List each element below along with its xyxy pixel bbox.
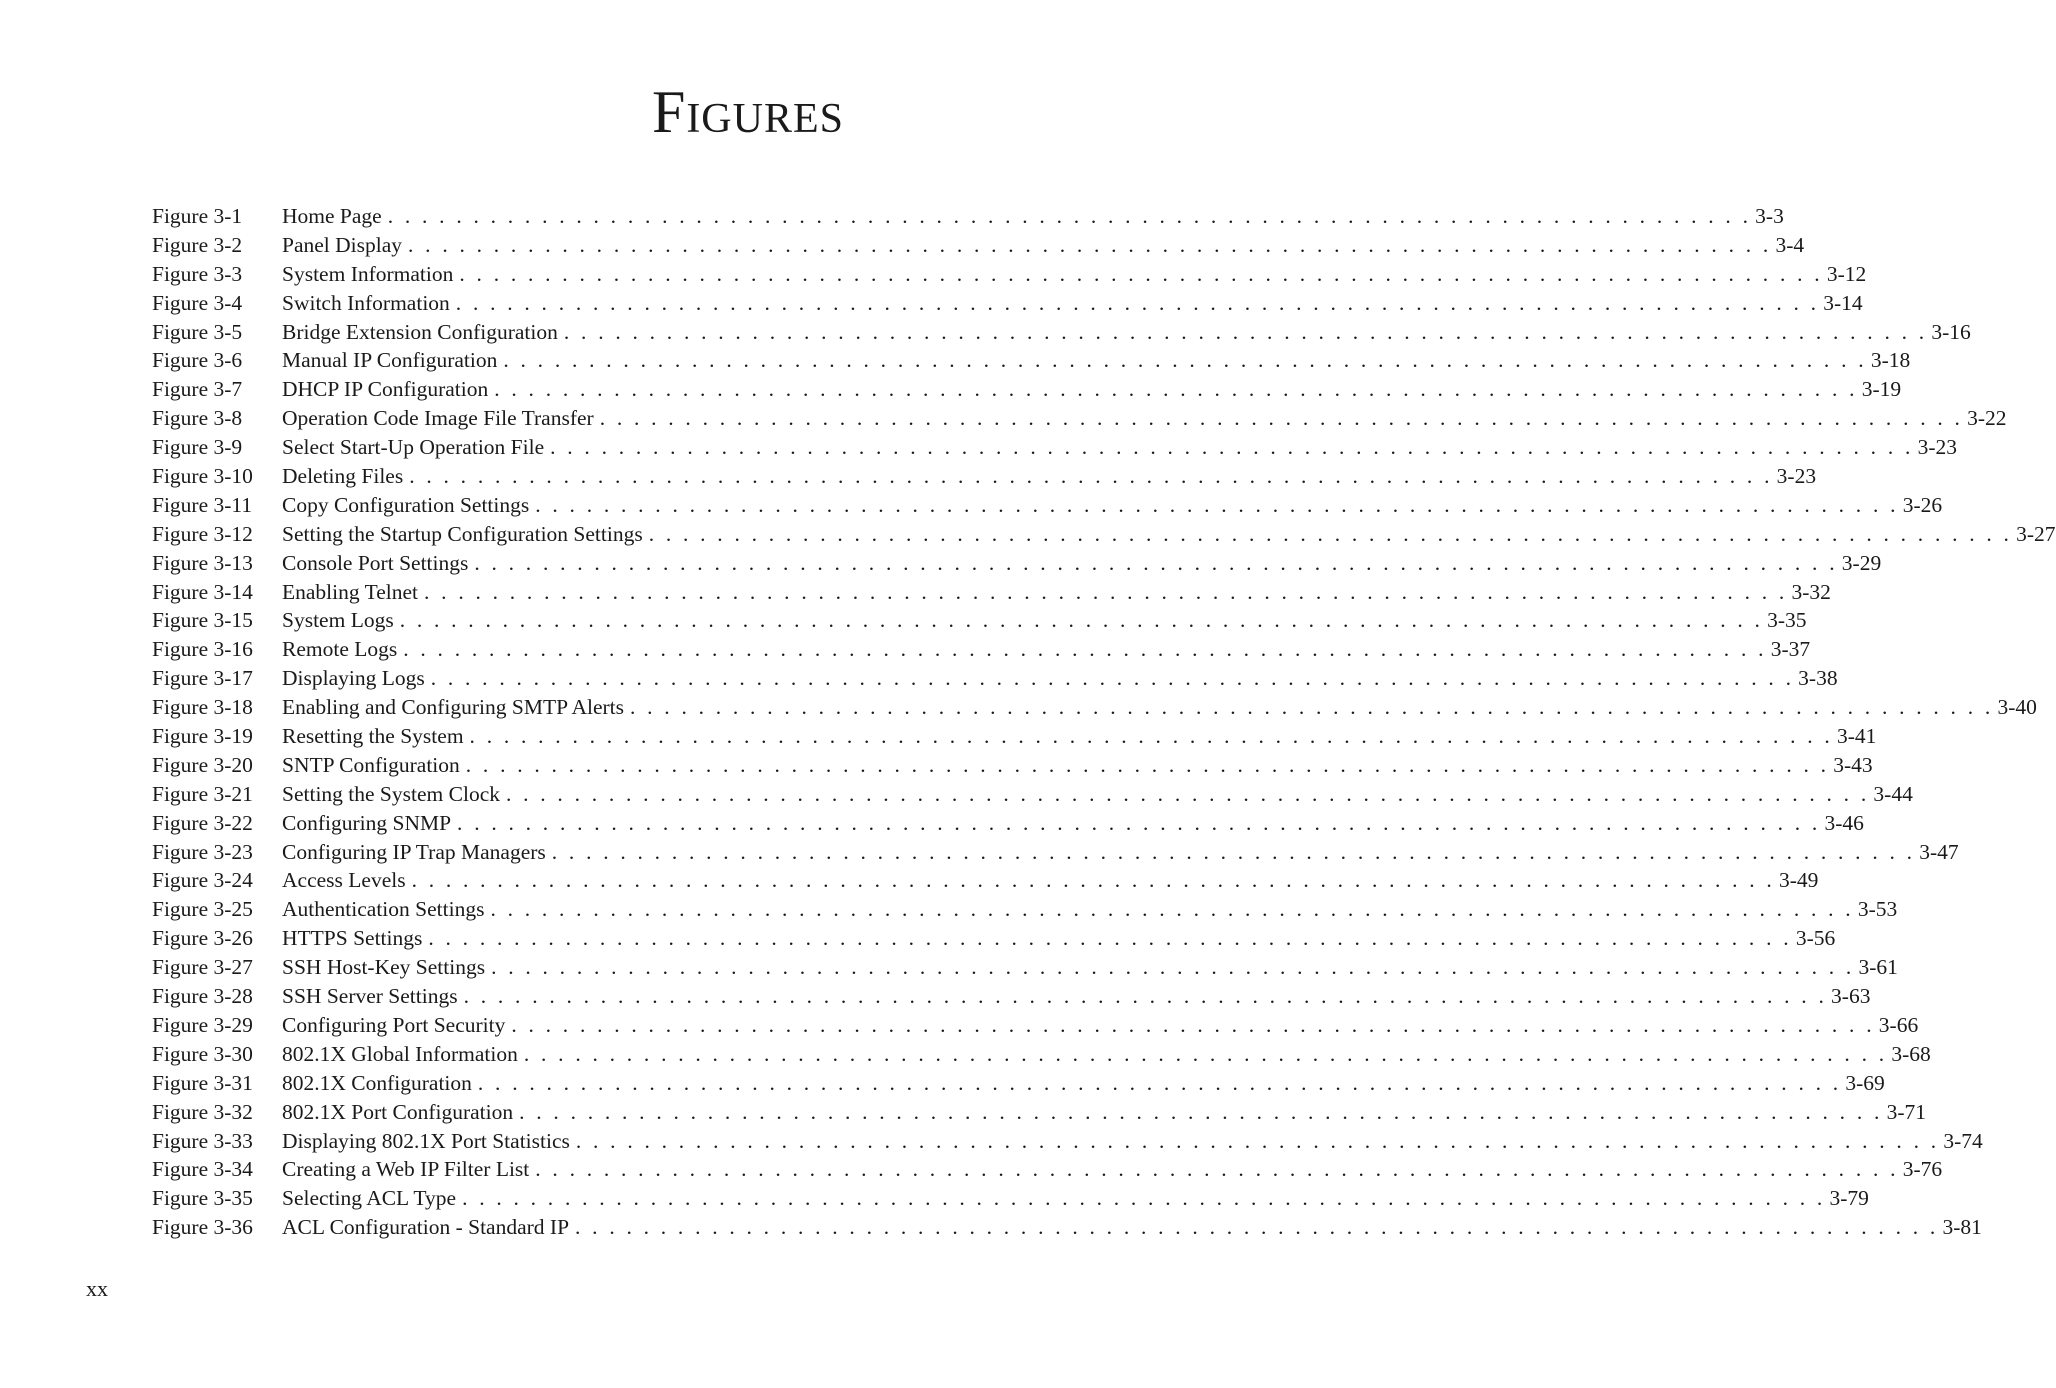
figure-entry[interactable]	[152, 1213, 1982, 1242]
figure-page-number: 3-37	[1770, 637, 1811, 662]
dot-leader: . . . . . . . . . . . . . . . . . . . . . . . . . . . . . . . . . . . . . . . . . . . . . . . . . . . . . . . . . . . . . . . . . . . . . . . . . . . . . . . .	[535, 1157, 1899, 1182]
figure-number: Figure 3-10	[152, 464, 253, 489]
dot-leader: . . . . . . . . . . . . . . . . . . . . . . . . . . . . . . . . . . . . . . . . . . . . . . . . . . . . . . . . . . . . . . . . . . . . . . . . . . . . . . . .	[459, 261, 1823, 286]
dot-leader: . . . . . . . . . . . . . . . . . . . . . . . . . . . . . . . . . . . . . . . . . . . . . . . . . . . . . . . . . . . . . . . . . . . . . . . . . . . . . . . .	[463, 984, 1828, 1009]
figure-entry[interactable]	[152, 751, 1873, 780]
figure-title: HTTPS Settings	[282, 926, 423, 951]
figure-page-number: 3-56	[1795, 926, 1836, 951]
figure-number: Figure 3-26	[152, 926, 253, 951]
figure-title: Setting the Startup Configuration Settings	[282, 521, 643, 546]
figure-entry[interactable]	[152, 953, 1898, 982]
figure-page-number: 3-44	[1873, 781, 1913, 806]
figure-number: Figure 3-9	[152, 435, 243, 460]
figure-entry[interactable]	[152, 1011, 1919, 1040]
figure-title: ACL Configuration - Standard IP	[282, 1215, 570, 1240]
figure-entry[interactable]	[152, 635, 1811, 664]
dot-leader: . . . . . . . . . . . . . . . . . . . . . . . . . . . . . . . . . . . . . . . . . . . . . . . . . . . . . . . . . . . . . . . . . . . . . . . . . . . . . . . .	[505, 781, 1870, 806]
dot-leader: . . . . . . . . . . . . . . . . . . . . . . . . . . . . . . . . . . . . . . . . . . . . . . . . . . . . . . . . . . . . . . . . . . . . . . . . . . . . . . . .	[563, 319, 1928, 344]
figure-title: Configuring SNMP	[282, 810, 452, 835]
figure-page-number: 3-38	[1798, 666, 1838, 691]
figure-title: System Information	[282, 261, 454, 286]
figure-number: Figure 3-15	[152, 608, 253, 633]
dot-leader: . . . . . . . . . . . . . . . . . . . . . . . . . . . . . . . . . . . . . . . . . . . . . . . . . . . . . . . . . . . . . . . . . . . . . . . . . . . . . . . .	[462, 1186, 1826, 1211]
dot-leader: . . . . . . . . . . . . . . . . . . . . . . . . . . . . . . . . . . . . . . . . . . . . . . . . . . . . . . . . . . . . . . . . . . . . . . . . . . . . . . . .	[411, 868, 1776, 893]
figure-number: Figure 3-20	[152, 752, 253, 777]
figure-entry[interactable]	[152, 404, 2007, 433]
figure-entry[interactable]	[152, 1069, 1885, 1098]
figure-title: Deleting Files	[282, 464, 404, 489]
figure-entry[interactable]	[152, 318, 1971, 347]
figure-entry[interactable]	[152, 433, 1957, 462]
figure-title: Manual IP Configuration	[282, 348, 498, 373]
figure-page-number: 3-3	[1755, 204, 1784, 228]
figure-number: Figure 3-7	[152, 377, 243, 402]
figure-title: Remote Logs	[282, 637, 398, 662]
figure-number: Figure 3-29	[152, 1012, 253, 1037]
figure-page-number: 3-49	[1779, 868, 1819, 893]
dot-leader: . . . . . . . . . . . . . . . . . . . . . . . . . . . . . . . . . . . . . . . . . . . . . . . . . . . . . . . . . . . . . . . . . . . . . . . . . . . . . . . .	[503, 348, 1867, 373]
figure-title: Selecting ACL Type	[282, 1186, 457, 1211]
figure-number: Figure 3-32	[152, 1099, 253, 1124]
figure-page-number: 3-69	[1845, 1070, 1885, 1095]
dot-leader: . . . . . . . . . . . . . . . . . . . . . . . . . . . . . . . . . . . . . . . . . . . . . . . . . . . . . . . . . . . . . . . . . . . . . . . . . . . . . . . .	[408, 232, 1772, 257]
page-number: xx	[86, 1276, 108, 1301]
figure-page-number: 3-71	[1886, 1099, 1926, 1124]
figure-entry[interactable]	[152, 1098, 1926, 1127]
figure-number: Figure 3-22	[152, 810, 253, 835]
dot-leader: . . . . . . . . . . . . . . . . . . . . . . . . . . . . . . . . . . . . . . . . . . . . . . . . . . . . . . . . . . . . . . . . . . . . . . . . . . . . . . . .	[455, 290, 1820, 315]
page-title: Figures	[651, 79, 844, 145]
figure-page-number: 3-35	[1767, 608, 1807, 633]
dot-leader: . . . . . . . . . . . . . . . . . . . . . . . . . . . . . . . . . . . . . . . . . . . . . . . . . . . . . . . . . . . . . . . . . . . . . . . . . . . . . . . .	[630, 695, 1994, 720]
figure-title: Operation Code Image File Transfer	[282, 406, 594, 431]
figure-entry[interactable]	[152, 346, 1911, 375]
figure-number: Figure 3-19	[152, 724, 253, 749]
figure-entry[interactable]	[152, 1127, 1983, 1156]
figure-entry[interactable]	[152, 866, 1819, 895]
figure-entry[interactable]	[152, 1155, 1943, 1184]
figure-number: Figure 3-2	[152, 232, 243, 257]
figure-page-number: 3-26	[1902, 492, 1943, 517]
figure-entry[interactable]	[152, 231, 1805, 260]
figure-page-number: 3-74	[1943, 1128, 1983, 1153]
dot-leader: . . . . . . . . . . . . . . . . . . . . . . . . . . . . . . . . . . . . . . . . . . . . . . . . . . . . . . . . . . . . . . . . . . . . . . . . . . . . . . . .	[428, 926, 1792, 951]
figure-entry[interactable]	[152, 520, 2056, 549]
figure-page-number: 3-27	[2016, 521, 2056, 546]
dot-leader: . . . . . . . . . . . . . . . . . . . . . . . . . . . . . . . . . . . . . . . . . . . . . . . . . . . . . . . . . . . . . . . . . . . . . . . . . . . . . . . .	[403, 637, 1767, 662]
figure-page-number: 3-66	[1878, 1012, 1919, 1037]
figure-title: 802.1X Configuration	[282, 1070, 472, 1095]
figure-title: Creating a Web IP Filter List	[282, 1157, 530, 1182]
dot-leader: . . . . . . . . . . . . . . . . . . . . . . . . . . . . . . . . . . . . . . . . . . . . . . . . . . . . . . . . . . . . . . . . . . . . . . . . . . . . . . . .	[575, 1128, 1940, 1153]
figure-title: Select Start-Up Operation File	[282, 435, 545, 460]
dot-leader: . . . . . . . . . . . . . . . . . . . . . . . . . . . . . . . . . . . . . . . . . . . . . . . . . . . . . . . . . . . . . . . . . . . . . . . . . . . . . . . .	[469, 724, 1833, 749]
dot-leader: . . . . . . . . . . . . . . . . . . . . . . . . . . . . . . . . . . . . . . . . . . . . . . . . . . . . . . . . . . . . . . . . . . . . . . . . . . . . . . . .	[465, 752, 1830, 777]
figure-title: Configuring IP Trap Managers	[282, 839, 546, 864]
dot-leader: . . . . . . . . . . . . . . . . . . . . . . . . . . . . . . . . . . . . . . . . . . . . . . . . . . . . . . . . . . . . . . . . . . . . . . . . . . . . . . . .	[457, 810, 1821, 835]
dot-leader: . . . . . . . . . . . . . . . . . . . . . . . . . . . . . . . . . . . . . . . . . . . . . . . . . . . . . . . . . . . . . . . . . . . . . . . . . . . . . . . .	[399, 608, 1764, 633]
figure-entry[interactable]	[152, 549, 1882, 578]
figure-number: Figure 3-36	[152, 1215, 253, 1240]
figure-page-number: 3-23	[1776, 464, 1817, 489]
figure-entry[interactable]	[152, 895, 1898, 924]
dot-leader: . . . . . . . . . . . . . . . . . . . . . . . . . . . . . . . . . . . . . . . . . . . . . . . . . . . . . . . . . . . . . . . . . . . . . . . . . . . . . . . .	[519, 1099, 1883, 1124]
figure-number: Figure 3-14	[152, 579, 253, 604]
figure-number: Figure 3-4	[152, 290, 243, 315]
dot-leader: . . . . . . . . . . . . . . . . . . . . . . . . . . . . . . . . . . . . . . . . . . . . . . . . . . . . . . . . . . . . . . . . . . . . . . . . . . . . . . . .	[491, 955, 1855, 980]
dot-leader: . . . . . . . . . . . . . . . . . . . . . . . . . . . . . . . . . . . . . . . . . . . . . . . . . . . . . . . . . . . . . . . . . . . . . . . . . . . . . . . .	[430, 666, 1795, 691]
figure-title: SSH Host-Key Settings	[282, 955, 486, 980]
figure-number: Figure 3-24	[152, 868, 253, 893]
figure-page-number: 3-68	[1891, 1041, 1931, 1066]
figure-title: Displaying Logs	[282, 666, 425, 691]
figure-entry[interactable]	[152, 202, 1784, 231]
figure-page-number: 3-61	[1858, 955, 1898, 980]
figure-entry[interactable]	[152, 578, 1831, 607]
figure-title: System Logs	[282, 608, 394, 633]
figure-title: Panel Display	[282, 232, 403, 257]
figure-entry[interactable]	[152, 491, 1943, 520]
figure-title: Access Levels	[282, 868, 406, 893]
figure-title: Switch Information	[282, 290, 450, 315]
figure-number: Figure 3-8	[152, 406, 243, 431]
figure-page-number: 3-14	[1823, 290, 1863, 315]
figure-number: Figure 3-25	[152, 897, 253, 922]
dot-leader: . . . . . . . . . . . . . . . . . . . . . . . . . . . . . . . . . . . . . . . . . . . . . . . . . . . . . . . . . . . . . . . . . . . . . . . . . . . . . . . .	[494, 377, 1858, 402]
figure-entry[interactable]	[152, 1184, 1869, 1213]
figure-page-number: 3-47	[1919, 839, 1959, 864]
dot-leader: . . . . . . . . . . . . . . . . . . . . . . . . . . . . . . . . . . . . . . . . . . . . . . . . . . . . . . . . . . . . . . . . . . . . . . . . . . . . . . . .	[648, 521, 2013, 546]
figure-page-number: 3-32	[1791, 579, 1831, 604]
figure-page-number: 3-63	[1831, 984, 1871, 1009]
figure-page-number: 3-43	[1833, 752, 1873, 777]
figure-entry[interactable]	[152, 606, 1807, 635]
figure-page-number: 3-23	[1917, 435, 1957, 460]
figure-title: Setting the System Clock	[282, 781, 500, 806]
figure-entry[interactable]	[152, 693, 2037, 722]
figure-page-number: 3-19	[1861, 377, 1902, 402]
figure-number: Figure 3-30	[152, 1041, 253, 1066]
dot-leader: . . . . . . . . . . . . . . . . . . . . . . . . . . . . . . . . . . . . . . . . . . . . . . . . . . . . . . . . . . . . . . . . . . . . . . . . . . . . . . . .	[409, 464, 1773, 489]
figure-title: Authentication Settings	[282, 897, 485, 922]
figure-title: Home Page	[282, 204, 382, 228]
dot-leader: . . . . . . . . . . . . . . . . . . . . . . . . . . . . . . . . . . . . . . . . . . . . . . . . . . . . . . . . . . . . . . . . . . . . . . . . . . . . . . . .	[490, 897, 1854, 922]
figure-title: Enabling and Configuring SMTP Alerts	[282, 695, 624, 720]
dot-leader: . . . . . . . . . . . . . . . . . . . . . . . . . . . . . . . . . . . . . . . . . . . . . . . . . . . . . . . . . . . . . . . . . . . . . . . . . . . . . . . .	[599, 406, 1964, 431]
figure-title: Copy Configuration Settings	[282, 492, 530, 517]
figure-number: Figure 3-28	[152, 984, 253, 1009]
figure-number: Figure 3-17	[152, 666, 253, 691]
figure-number: Figure 3-13	[152, 550, 253, 575]
figure-entry[interactable]	[152, 375, 1902, 404]
figure-title: Enabling Telnet	[282, 579, 419, 604]
figure-page-number: 3-29	[1841, 550, 1882, 575]
figure-page-number: 3-40	[1997, 695, 2037, 720]
figure-number: Figure 3-31	[152, 1070, 253, 1095]
figure-title: Bridge Extension Configuration	[282, 319, 558, 344]
dot-leader: . . . . . . . . . . . . . . . . . . . . . . . . . . . . . . . . . . . . . . . . . . . . . . . . . . . . . . . . . . . . . . . . . . . . . . . . . . . . . . . .	[535, 492, 1899, 517]
figure-page-number: 3-18	[1870, 348, 1911, 373]
figure-title: SNTP Configuration	[282, 752, 460, 777]
figure-entry[interactable]	[152, 809, 1864, 838]
figure-page-number: 3-81	[1942, 1215, 1982, 1240]
figure-number: Figure 3-34	[152, 1157, 253, 1182]
figure-title: Console Port Settings	[282, 550, 469, 575]
dot-leader: . . . . . . . . . . . . . . . . . . . . . . . . . . . . . . . . . . . . . . . . . . . . . . . . . . . . . . . . . . . . . . . . . . . . . . . . . . . . . . . .	[550, 435, 1914, 460]
figure-title: Configuring Port Security	[282, 1012, 506, 1037]
figure-entry[interactable]	[152, 924, 1836, 953]
dot-leader: . . . . . . . . . . . . . . . . . . . . . . . . . . . . . . . . . . . . . . . . . . . . . . . . . . . . . . . . . . . . . . . . . . . . . . . . . . . . . . . .	[575, 1215, 1939, 1240]
figure-title: Displaying 802.1X Port Statistics	[282, 1128, 570, 1153]
figure-list	[152, 202, 2056, 1242]
figure-number: Figure 3-21	[152, 781, 253, 806]
figure-number: Figure 3-23	[152, 839, 253, 864]
figure-entry[interactable]	[152, 1040, 1931, 1069]
figure-entry[interactable]	[152, 462, 1817, 491]
figure-entry[interactable]	[152, 260, 1867, 289]
figure-page-number: 3-16	[1931, 319, 1971, 344]
figure-number: Figure 3-27	[152, 955, 253, 980]
figure-title: 802.1X Port Configuration	[282, 1099, 514, 1124]
dot-leader: . . . . . . . . . . . . . . . . . . . . . . . . . . . . . . . . . . . . . . . . . . . . . . . . . . . . . . . . . . . . . . . . . . . . . . . . . . . . . . . .	[511, 1012, 1875, 1037]
figure-page-number: 3-76	[1902, 1157, 1943, 1182]
figure-entry[interactable]	[152, 289, 1863, 318]
figure-page-number: 3-79	[1829, 1186, 1869, 1211]
figure-entry[interactable]	[152, 664, 1838, 693]
figure-number: Figure 3-11	[152, 492, 253, 517]
figure-number: Figure 3-35	[152, 1186, 253, 1211]
figure-title: SSH Server Settings	[282, 984, 458, 1009]
figure-title: DHCP IP Configuration	[282, 377, 489, 402]
figure-entry[interactable]	[152, 722, 1877, 751]
figure-number: Figure 3-16	[152, 637, 253, 662]
dot-leader: . . . . . . . . . . . . . . . . . . . . . . . . . . . . . . . . . . . . . . . . . . . . . . . . . . . . . . . . . . . . . . . . . . . . . . . . . . . . . . . .	[551, 839, 1916, 864]
figure-number: Figure 3-3	[152, 261, 243, 286]
figure-page-number: 3-12	[1826, 261, 1867, 286]
figure-page-number: 3-46	[1824, 810, 1864, 835]
figure-entry[interactable]	[152, 780, 1913, 809]
dot-leader: . . . . . . . . . . . . . . . . . . . . . . . . . . . . . . . . . . . . . . . . . . . . . . . . . . . . . . . . . . . . . . . . . . . . . . . . . . . . . . . .	[387, 204, 1752, 228]
figure-page-number: 3-53	[1857, 897, 1898, 922]
dot-leader: . . . . . . . . . . . . . . . . . . . . . . . . . . . . . . . . . . . . . . . . . . . . . . . . . . . . . . . . . . . . . . . . . . . . . . . . . . . . . . . .	[523, 1041, 1888, 1066]
figure-page-number: 3-41	[1836, 724, 1877, 749]
figure-number: Figure 3-18	[152, 695, 253, 720]
figure-entry[interactable]	[152, 838, 1959, 867]
figure-title: Resetting the System	[282, 724, 464, 749]
figure-number: Figure 3-12	[152, 521, 253, 546]
figure-number: Figure 3-6	[152, 348, 243, 373]
figure-number: Figure 3-33	[152, 1128, 253, 1153]
figure-number: Figure 3-1	[152, 204, 243, 228]
dot-leader: . . . . . . . . . . . . . . . . . . . . . . . . . . . . . . . . . . . . . . . . . . . . . . . . . . . . . . . . . . . . . . . . . . . . . . . . . . . . . . . .	[424, 579, 1788, 604]
figure-page-number: 3-22	[1967, 406, 2007, 431]
figure-entry[interactable]	[152, 982, 1871, 1011]
figure-title: 802.1X Global Information	[282, 1041, 518, 1066]
dot-leader: . . . . . . . . . . . . . . . . . . . . . . . . . . . . . . . . . . . . . . . . . . . . . . . . . . . . . . . . . . . . . . . . . . . . . . . . . . . . . . . .	[477, 1070, 1842, 1095]
dot-leader: . . . . . . . . . . . . . . . . . . . . . . . . . . . . . . . . . . . . . . . . . . . . . . . . . . . . . . . . . . . . . . . . . . . . . . . . . . . . . . . .	[474, 550, 1838, 575]
figure-number: Figure 3-5	[152, 319, 243, 344]
figure-page-number: 3-4	[1775, 232, 1805, 257]
